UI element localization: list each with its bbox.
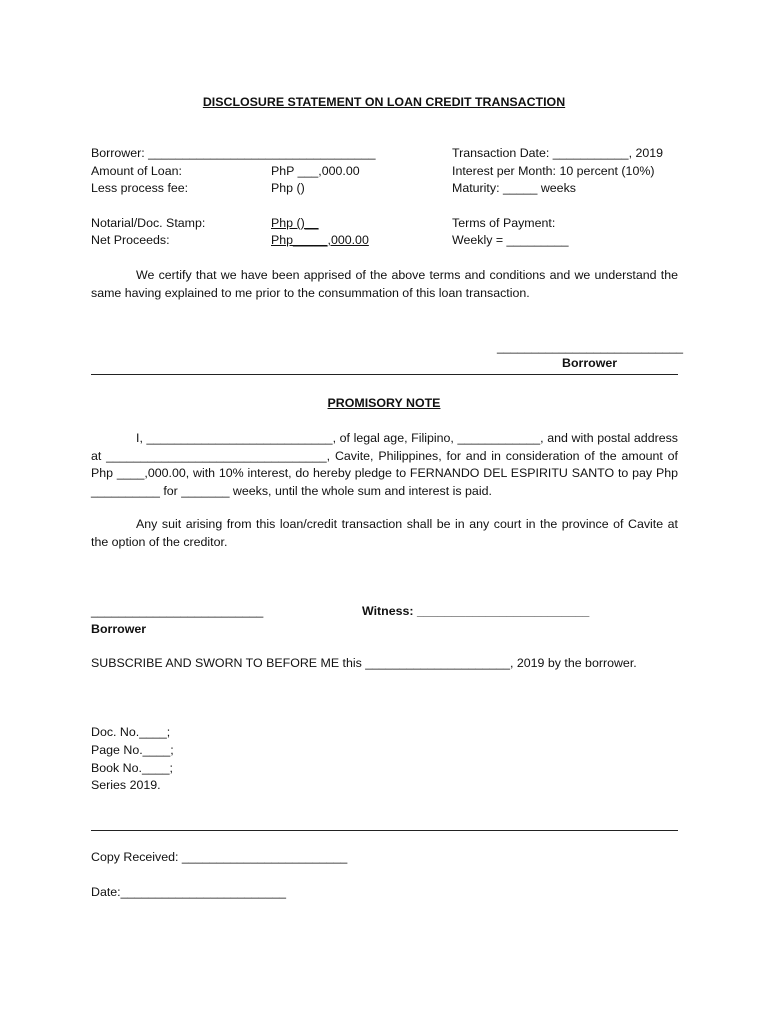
subscribe-sworn-text: SUBSCRIBE AND SWORN TO BEFORE ME this _____________________, 2019 by the borrower.: [91, 656, 637, 670]
doc-number: Doc. No.____;: [91, 725, 171, 739]
series-year: Series 2019.: [91, 778, 161, 792]
suit-paragraph: Any suit arising from this loan/credit transaction shall be in any court in the province of Cavite at the option of the creditor.: [91, 517, 678, 549]
book-number: Book No.____;: [91, 761, 173, 775]
terms-value: Weekly = _________: [452, 233, 569, 247]
maturity: Maturity: _____ weeks: [452, 181, 576, 195]
net-proceeds-label: Net Proceeds:: [91, 233, 170, 247]
certification-paragraph: We certify that we have been apprised of the above terms and conditions and we understand the same having explained to me prior to the consummation of this loan transaction.: [91, 268, 678, 300]
net-proceeds-value: Php_____,000.00: [271, 233, 369, 247]
transaction-date: Transaction Date: ___________, 2019: [452, 146, 664, 160]
amount-value: PhP ___,000.00: [271, 164, 360, 178]
witness-field: Witness: _________________________: [362, 604, 590, 618]
amount-label: Amount of Loan:: [91, 164, 182, 178]
process-fee-label: Less process fee:: [91, 181, 189, 195]
borrower-signature-label: Borrower: [562, 356, 618, 370]
borrower-field: Borrower: _________________________________: [91, 146, 376, 160]
note-borrower-line: _________________________: [91, 604, 264, 618]
notarial-value: Php ()__: [271, 216, 319, 230]
promissory-note-title: PROMISORY NOTE: [327, 396, 441, 410]
interest-rate: Interest per Month: 10 percent (10%): [452, 164, 655, 178]
borrower-signature-line: ___________________________: [497, 340, 684, 354]
copy-received-field: Copy Received: ________________________: [91, 850, 348, 864]
receipt-divider: [91, 830, 678, 831]
terms-label: Terms of Payment:: [452, 216, 556, 230]
notarial-label: Notarial/Doc. Stamp:: [91, 216, 206, 230]
note-borrower-label: Borrower: [91, 622, 147, 636]
page-number: Page No.____;: [91, 743, 174, 757]
receipt-date-field: Date:________________________: [91, 885, 287, 899]
process-fee-value: Php (): [271, 181, 305, 195]
promissory-note-body: I, ___________________________, of legal age, Filipino, ____________, and with postal address at ________________________________, Cavite, Philippines, for and in consideration of the amount of Php ____,000.00, with 10% interest, do hereby pledge to FERNANDO DEL ESPIRITU SANTO to pay Php __________ for _______ weeks, until the whole sum and interest is paid.: [91, 431, 678, 498]
disclosure-title: DISCLOSURE STATEMENT ON LOAN CREDIT TRANSACTION: [202, 95, 566, 109]
section-divider: [91, 374, 678, 375]
